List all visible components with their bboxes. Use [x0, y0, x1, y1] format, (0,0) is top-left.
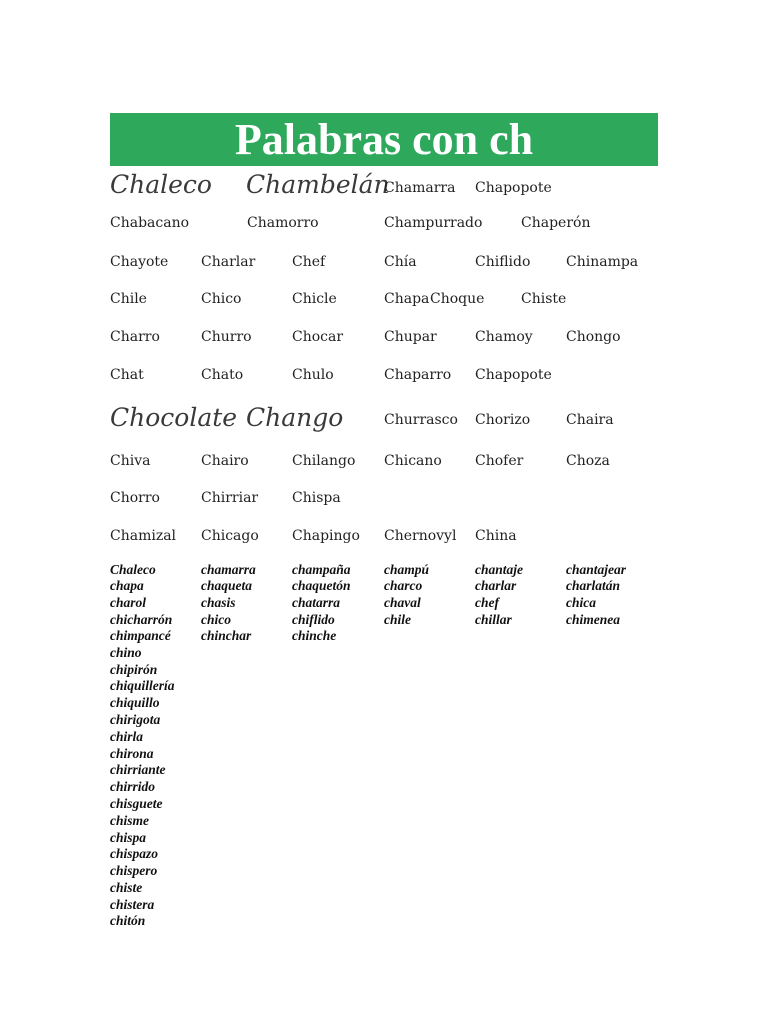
small-word: chispero [110, 863, 158, 878]
small-word: chantaje [475, 562, 524, 577]
small-word: charco [384, 578, 423, 593]
small-word: chisguete [110, 796, 163, 811]
word: Chirriar [201, 490, 259, 506]
word: Chicano [384, 453, 442, 469]
word: Chorizo [475, 412, 531, 428]
small-word: champú [384, 562, 430, 577]
word: Chicle [292, 291, 337, 307]
large-word: Chango [246, 403, 344, 432]
small-word: chillar [475, 612, 512, 627]
small-word: chaqueta [201, 578, 253, 593]
word: Chapa [384, 291, 430, 307]
small-word: chapa [110, 578, 144, 593]
small-word: chinchar [201, 628, 252, 643]
small-word: chiquillería [110, 678, 175, 693]
small-word: chef [475, 595, 499, 610]
small-word: chirona [110, 746, 154, 761]
word: Chulo [292, 367, 334, 383]
word: Champurrado [384, 215, 483, 231]
small-word: chamarra [201, 562, 256, 577]
small-word: charlar [475, 578, 517, 593]
small-word: Chaleco [110, 562, 156, 577]
word: Charro [110, 329, 160, 345]
large-word: Chaleco [110, 170, 212, 199]
small-word: charlatán [566, 578, 621, 593]
word: Churro [201, 329, 252, 345]
word: Churrasco [384, 412, 458, 428]
word: Chiva [110, 453, 151, 469]
word: Chernovyl [384, 528, 457, 544]
small-word: chinche [292, 628, 337, 643]
small-word: chirriante [110, 762, 166, 777]
small-word: chatarra [292, 595, 341, 610]
word: Choque [430, 291, 485, 307]
word: Chongo [566, 329, 621, 345]
word: Chaira [566, 412, 614, 428]
word: Chofer [475, 453, 524, 469]
small-word: chispa [110, 830, 147, 845]
word: Chamorro [247, 215, 319, 231]
small-word: chino [110, 645, 142, 660]
small-word: chipirón [110, 662, 158, 677]
word: Chabacano [110, 215, 190, 231]
word: Chiflido [475, 254, 531, 270]
small-word: chantajear [566, 562, 627, 577]
word: Chaparro [384, 367, 452, 383]
word: Chiste [521, 291, 567, 307]
word: China [475, 528, 517, 544]
small-word: champaña [292, 562, 351, 577]
small-word: chico [201, 612, 231, 627]
small-word: chirrido [110, 779, 156, 794]
small-word: chiflido [292, 612, 335, 627]
small-word: chistera [110, 897, 155, 912]
word: Chamarra [384, 180, 456, 196]
small-word: charol [110, 595, 147, 610]
small-word: chiquillo [110, 695, 160, 710]
word: Chinampa [566, 254, 639, 270]
small-word: chaquetón [292, 578, 351, 593]
small-word: chimenea [566, 612, 620, 627]
word: Chile [110, 291, 147, 307]
small-word: chasis [201, 595, 236, 610]
large-word: Chocolate [110, 403, 238, 432]
word: Chía [384, 254, 417, 270]
word: Chamoy [475, 329, 533, 345]
small-word: chica [566, 595, 596, 610]
word: Chupar [384, 329, 437, 345]
large-word: Chambelán [246, 170, 390, 199]
word: Chapopote [475, 367, 552, 383]
word: Chicago [201, 528, 259, 544]
word: Chilango [292, 453, 356, 469]
small-word: chirigota [110, 712, 161, 727]
word: Chispa [292, 490, 341, 506]
word: Chayote [110, 254, 169, 270]
word: Chef [292, 254, 326, 270]
word: Chocar [292, 329, 344, 345]
page-title: Palabras con ch [234, 114, 534, 164]
word: Chico [201, 291, 242, 307]
small-word: chisme [110, 813, 149, 828]
word: Chat [110, 367, 144, 383]
small-word: chispazo [110, 846, 159, 861]
small-word: chiste [110, 880, 143, 895]
small-word: chirla [110, 729, 144, 744]
small-word: chaval [384, 595, 421, 610]
small-word: chimpancé [110, 628, 171, 643]
word: Chapopote [475, 180, 552, 196]
small-word: chicharrón [110, 612, 173, 627]
word: Chorro [110, 490, 160, 506]
word: Chairo [201, 453, 249, 469]
small-word: chile [384, 612, 411, 627]
word: Chapingo [292, 528, 360, 544]
title-banner [110, 113, 658, 166]
word: Chamizal [110, 528, 177, 544]
word: Choza [566, 453, 610, 469]
word: Charlar [201, 254, 256, 270]
word: Chato [201, 367, 244, 383]
small-word: chitón [110, 913, 146, 928]
word: Chaperón [521, 215, 591, 231]
